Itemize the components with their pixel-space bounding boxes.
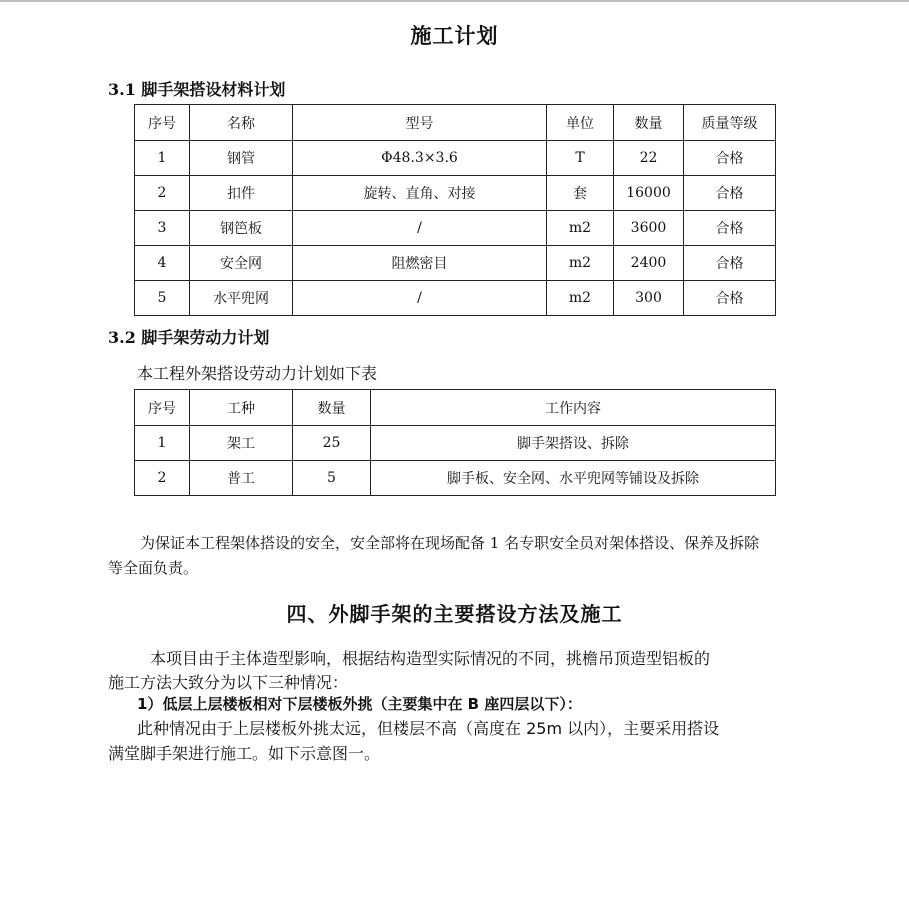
material-table-header-row [135,105,776,141]
table-cell: 4 [135,246,190,281]
header-cell: 工种 [190,390,293,426]
table-cell: 合格 [684,281,776,316]
table-row [135,426,776,461]
table-row [135,176,776,211]
table-cell: 套 [547,176,614,211]
table-row [135,211,776,246]
table-cell: 合格 [684,246,776,281]
case-1-para-c: 以内），主要采用搭设 [562,719,720,738]
table-cell: 25 [293,426,371,461]
case-1-heading [137,693,582,714]
table-cell: 5 [293,461,371,496]
table-cell: 钢笆板 [190,211,293,246]
section-3-2-heading: 3.2 脚手架劳动力计划 [108,328,270,347]
page-title: 施工计划 [410,23,499,48]
case-1-para-b: 25m [526,719,563,738]
table-cell: m2 [547,281,614,316]
header-cell: 工作内容 [371,390,776,426]
table-row [135,141,776,176]
table-cell: 1 [135,426,190,461]
table-cell: 普工 [190,461,293,496]
material-plan-table [134,104,776,316]
header-cell: 序号 [135,105,190,141]
labor-plan-intro: 本工程外架搭设劳动力计划如下表 [137,364,378,383]
case-1-text-b: B [467,695,480,713]
table-row [135,246,776,281]
table-cell: 2 [135,461,190,496]
table-cell: 钢管 [190,141,293,176]
table-cell: 扣件 [190,176,293,211]
header-cell: 数量 [293,390,371,426]
safety-paragraph-line-2: 等全面负责。 [108,559,199,577]
table-row [135,461,776,496]
header-cell: 型号 [293,105,547,141]
section-4-heading: 四、外脚手架的主要搭设方法及施工 [286,602,623,626]
table-cell: 脚手架搭设、拆除 [371,426,776,461]
table-cell: 合格 [684,141,776,176]
table-cell: 合格 [684,211,776,246]
table-cell: 5 [135,281,190,316]
table-cell: / [293,211,547,246]
table-cell: Φ48.3×3.6 [293,141,547,176]
table-cell: 300 [614,281,684,316]
table-cell: / [293,281,547,316]
table-cell: 架工 [190,426,293,461]
table-cell: 旋转、直角、对接 [293,176,547,211]
section-3-1-heading: 3.1 脚手架搭设材料计划 [108,80,286,99]
table-cell: 1 [135,141,190,176]
table-cell: 2400 [614,246,684,281]
table-cell: 3 [135,211,190,246]
header-cell: 序号 [135,390,190,426]
table-cell: 3600 [614,211,684,246]
header-cell: 数量 [614,105,684,141]
case-1-text-c: 座四层以下）： [479,695,582,713]
case-1-paragraph-line-1 [137,716,719,741]
case-1-paragraph-line-2: 满堂脚手架进行施工。如下示意图一。 [108,744,381,763]
table-cell: T [547,141,614,176]
table-cell: 16000 [614,176,684,211]
table-cell: 2 [135,176,190,211]
case-1-para-a: 此种情况由于上层楼板外挑太远，但楼层不高（高度在 [137,719,527,738]
table-cell: m2 [547,211,614,246]
header-cell: 名称 [190,105,293,141]
header-cell: 单位 [547,105,614,141]
table-cell: m2 [547,246,614,281]
safety-paragraph-line-1: 为保证本工程架体搭设的安全，安全部将在现场配备 1 名专职安全员对架体搭设、保养及拆除 [140,534,760,552]
table-cell: 水平兜网 [190,281,293,316]
table-cell: 脚手板、安全网、水平兜网等铺设及拆除 [371,461,776,496]
labor-plan-table [134,389,776,496]
method-paragraph-line-1: 本项目由于主体造型影响，根据结构造型实际情况的不同，挑檐吊顶造型铝板的 [150,649,711,668]
table-cell: 合格 [684,176,776,211]
header-cell: 质量等级 [684,105,776,141]
top-border [0,0,909,2]
table-cell: 22 [614,141,684,176]
case-1-text-a: 低层上层楼板相对下层楼板外挑（主要集中在 [162,695,468,713]
method-paragraph-line-2: 施工方法大致分为以下三种情况： [108,673,349,692]
case-1-number: 1） [137,695,163,713]
table-row [135,281,776,316]
labor-table-header-row [135,390,776,426]
table-cell: 安全网 [190,246,293,281]
table-cell: 阻燃密目 [293,246,547,281]
